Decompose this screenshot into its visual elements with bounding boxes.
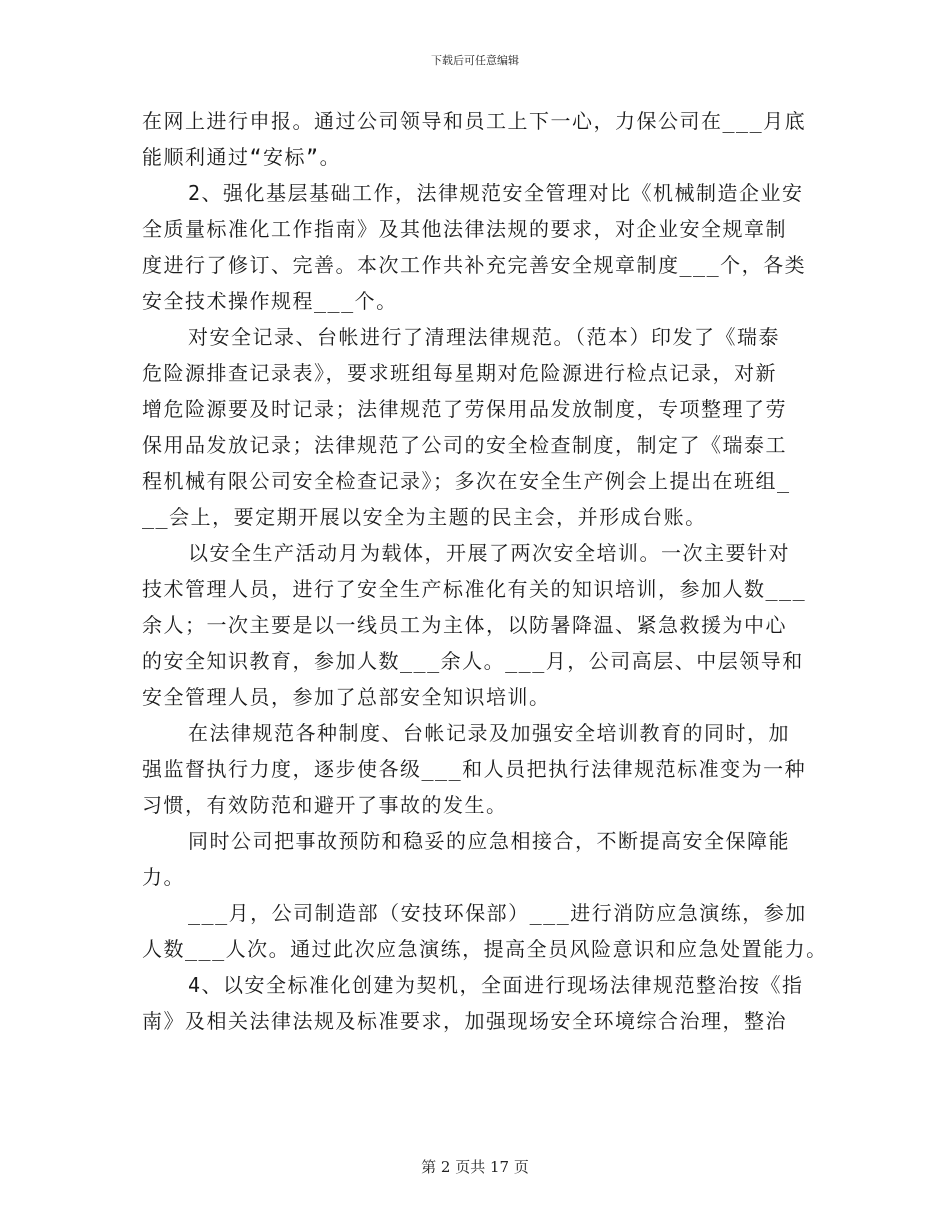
paragraph-start: 以安全生产活动月为载体，开展了两次安全培训。一次主要针对 bbox=[188, 541, 790, 565]
page-footer: 第 2 页共 17 页 bbox=[421, 1158, 529, 1176]
text-line: 安全技术操作规程___个。 bbox=[142, 289, 398, 313]
paragraph-start: 同时公司把事故预防和稳妥的应急相接合，不断提高安全保障能 bbox=[188, 829, 790, 853]
paragraph-start: 对安全记录、台帐进行了清理法律规范。（范本）印发了《瑞泰 bbox=[188, 325, 780, 349]
text-line: 能顺利通过“安标”。 bbox=[142, 145, 342, 169]
paragraph-start: ___月，公司制造部（安技环保部）___进行消防应急演练，参加 bbox=[188, 901, 807, 925]
paragraph-start: 在法律规范各种制度、台帐记录及加强安全培训教育的同时，加 bbox=[188, 721, 790, 745]
text-line: 增危险源要及时记录；法律规范了劳保用品发放制度，专项整理了劳 bbox=[142, 397, 787, 421]
text-line: 度进行了修订、完善。本次工作共补充完善安全规章制度___个，各类 bbox=[142, 253, 807, 277]
text-line: 的安全知识教育，参加人数___余人。___月，公司高层、中层领导和 bbox=[142, 649, 804, 673]
text-line: 程机械有限公司安全检查记录》；多次在安全生产例会上提出在班组_ bbox=[142, 469, 791, 493]
text-line: 南》及相关法律法规及标准要求，加强现场安全环境综合治理，整治 bbox=[142, 1009, 787, 1033]
paragraph-start: 2、强化基层基础工作，法律规范安全管理对比《机械制造企业安 bbox=[188, 181, 804, 205]
text-line: 强监督执行力度，逐步使各级___和人员把执行法律规范标准变为一种 bbox=[142, 757, 807, 781]
text-line: 安全管理人员，参加了总部安全知识培训。 bbox=[142, 685, 551, 709]
text-line: 习惯，有效防范和避开了事故的发生。 bbox=[142, 793, 508, 817]
text-line: 技术管理人员，进行了安全生产标准化有关的知识培训，参加人数___ bbox=[142, 577, 807, 601]
text-line: 人数___人次。通过此次应急演练，提高全员风险意识和应急处置能力。 bbox=[142, 937, 828, 961]
document-body bbox=[142, 103, 828, 1039]
text-line: 力。 bbox=[142, 865, 185, 889]
text-line: 在网上进行申报。通过公司领导和员工上下一心，力保公司在___月底 bbox=[142, 109, 807, 133]
text-line: 保用品发放记录；法律规范了公司的安全检查制度，制定了《瑞泰工 bbox=[142, 433, 787, 457]
text-line: 全质量标准化工作指南》及其他法律法规的要求，对企业安全规章制 bbox=[142, 217, 787, 241]
paragraph-start: 4、以安全标准化创建为契机，全面进行现场法律规范整治按《指 bbox=[188, 973, 804, 997]
page-header: 下载后可任意编辑 bbox=[431, 54, 519, 67]
text-line: 危险源排查记录表》，要求班组每星期对危险源进行检点记录，对新 bbox=[142, 361, 777, 385]
text-line: 余人；一次主要是以一线员工为主体，以防暑降温、紧急救援为中心 bbox=[142, 613, 787, 637]
text-line: __会上，要定期开展以安全为主题的民主会，并形成台账。 bbox=[142, 505, 707, 529]
